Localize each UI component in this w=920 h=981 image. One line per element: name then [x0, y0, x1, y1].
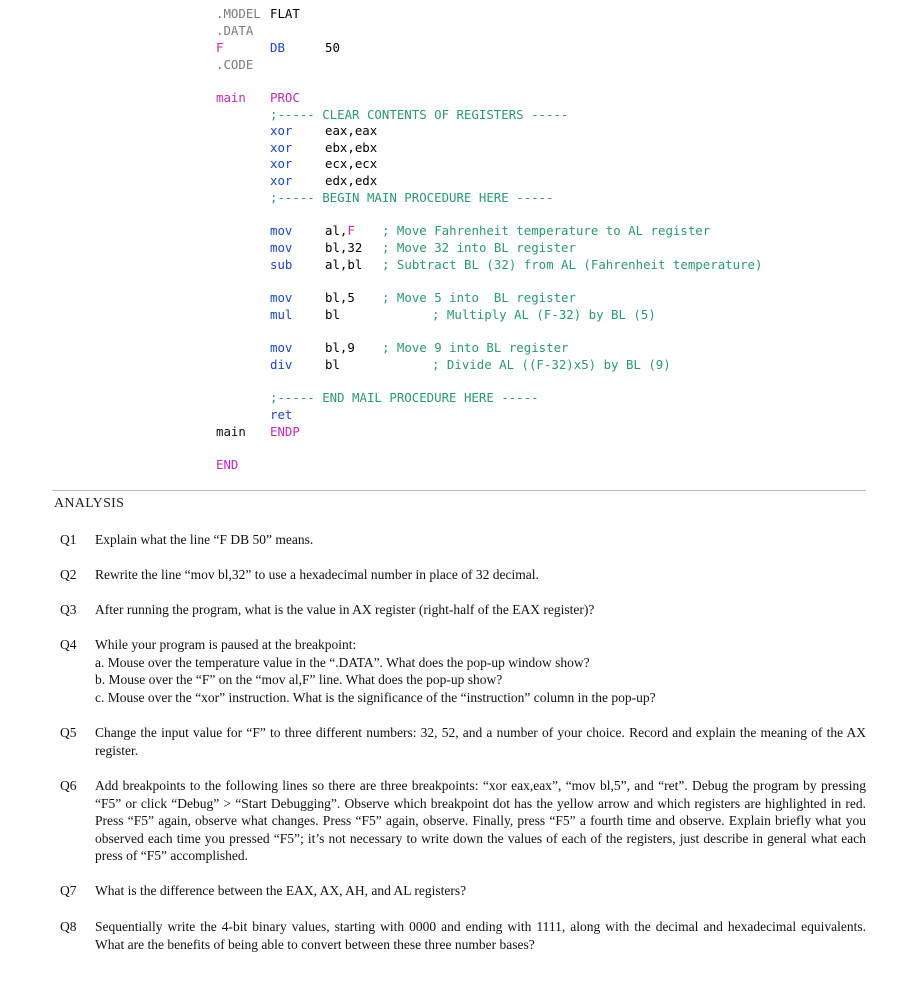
question-item — [60, 601, 866, 619]
model-value: FLAT — [270, 6, 300, 21]
question-line: While your program is paused at the breakpoint: — [95, 637, 357, 652]
end-comment: ;----- END MAIL PROCEDURE HERE ----- — [270, 390, 539, 405]
code-comment: ; Move 9 into BL register — [382, 340, 569, 355]
code-comment: ; Multiply AL (F-32) by BL (5) — [432, 307, 656, 322]
question-number: Q2 — [60, 567, 77, 582]
code-args: bl,9 — [325, 340, 355, 355]
question-text: Explain what the line “F DB 50” means. — [95, 532, 314, 547]
code-op: mul — [270, 307, 293, 322]
variable-value: 50 — [325, 40, 340, 55]
question-number: Q8 — [60, 919, 77, 934]
question-line: b. Mouse over the “F” on the “mov al,F” line. What does the pop-up show? — [95, 672, 503, 688]
code-args: edx,edx — [325, 173, 378, 188]
question-text: Rewrite the line “mov bl,32” to use a hexadecimal number in place of 32 decimal. — [95, 567, 539, 582]
question-number: Q3 — [60, 602, 77, 617]
question-item — [60, 636, 866, 706]
code-op: xor — [270, 173, 293, 188]
code-op: xor — [270, 123, 293, 138]
question-item — [60, 566, 866, 584]
code-args: al,bl — [325, 257, 363, 272]
code-comment: ; Divide AL ((F-32)x5) by BL (9) — [432, 357, 671, 372]
code-args: bl — [325, 357, 340, 372]
main-label: main — [216, 90, 246, 105]
variable-name: F — [216, 40, 224, 55]
code-comment: ; Move Fahrenheit temperature to AL register — [382, 223, 711, 238]
question-number: Q5 — [60, 725, 77, 740]
question-number: Q7 — [60, 883, 77, 898]
code-op: mov — [270, 290, 293, 305]
question-text: What is the difference between the EAX, AX, AH, and AL registers? — [95, 883, 467, 898]
question-item — [60, 724, 866, 759]
analysis-heading: ANALYSIS — [54, 496, 125, 511]
question-item — [60, 777, 866, 865]
code-args: bl,5 — [325, 290, 355, 305]
assembly-code-listing — [0, 0, 920, 480]
code-op: mov — [270, 340, 293, 355]
code-comment: ; Move 5 into BL register — [382, 290, 576, 305]
code-args: eax,eax — [325, 123, 378, 138]
code-args: ebx,ebx — [325, 140, 378, 155]
question-text: Change the input value for “F” to three different numbers: 32, 52, and a number of your choice. Record and explain the meaning of the AX register. — [95, 725, 866, 758]
endp-label: main — [216, 424, 246, 439]
code-comment: ; Subtract BL (32) from AL (Fahrenheit temperature) — [382, 257, 763, 272]
question-text: After running the program, what is the value in AX register (right-half of the EAX register)? — [95, 602, 595, 617]
question-line: c. Mouse over the “xor” instruction. What is the significance of the “instruction” column in the pop-up? — [95, 689, 656, 705]
code-args: ecx,ecx — [325, 156, 378, 171]
clear-comment: ;----- CLEAR CONTENTS OF REGISTERS ----- — [270, 107, 569, 122]
ret-instruction: ret — [270, 407, 293, 422]
model-directive: .MODEL — [216, 6, 261, 21]
end-keyword: END — [216, 457, 239, 472]
code-op: mov — [270, 223, 293, 238]
code-op: xor — [270, 156, 293, 171]
section-divider — [52, 490, 866, 491]
code-args: bl,32 — [325, 240, 363, 255]
data-directive: .DATA — [216, 23, 254, 38]
code-args: al,F — [325, 223, 355, 238]
question-line: a. Mouse over the temperature value in the “.DATA”. What does the pop-up window show? — [95, 654, 590, 670]
question-number: Q6 — [60, 778, 77, 793]
code-args: bl — [325, 307, 340, 322]
code-op: sub — [270, 257, 293, 272]
variable-type: DB — [270, 40, 285, 55]
question-item — [60, 918, 866, 953]
endp-keyword: ENDP — [270, 424, 300, 439]
code-op: mov — [270, 240, 293, 255]
question-item — [60, 531, 866, 549]
begin-comment: ;----- BEGIN MAIN PROCEDURE HERE ----- — [270, 190, 554, 205]
question-number: Q1 — [60, 532, 77, 547]
question-number: Q4 — [60, 637, 77, 652]
code-comment: ; Move 32 into BL register — [382, 240, 576, 255]
code-op: xor — [270, 140, 293, 155]
code-directive: .CODE — [216, 57, 254, 72]
question-item — [60, 882, 866, 900]
proc-keyword: PROC — [270, 90, 300, 105]
question-text: Add breakpoints to the following lines so there are three breakpoints: “xor eax,eax”, “mov bl,5”, and “ret”. Debug the program by pressing “F5” or click “Debug” > “Start Debugging”. Observe which breakpoint dot has the yellow arrow and which registers are highlighted in red. Press “F5” again, observe what changes. Press “F5” again, observe. Finally, press “F5” a fourth time and observe. Explain briefly what you observed each time you pressed “F5”; it’s not necessary to write down the values of each of the registers, just describe in general what each press of “F5” accomplished. — [95, 778, 866, 864]
question-text: Sequentially write the 4-bit binary values, starting with 0000 and ending with 1111, along with the decimal and hexadecimal equivalents. What are the benefits of being able to convert between these three number bases? — [95, 919, 866, 952]
code-op: div — [270, 357, 293, 372]
